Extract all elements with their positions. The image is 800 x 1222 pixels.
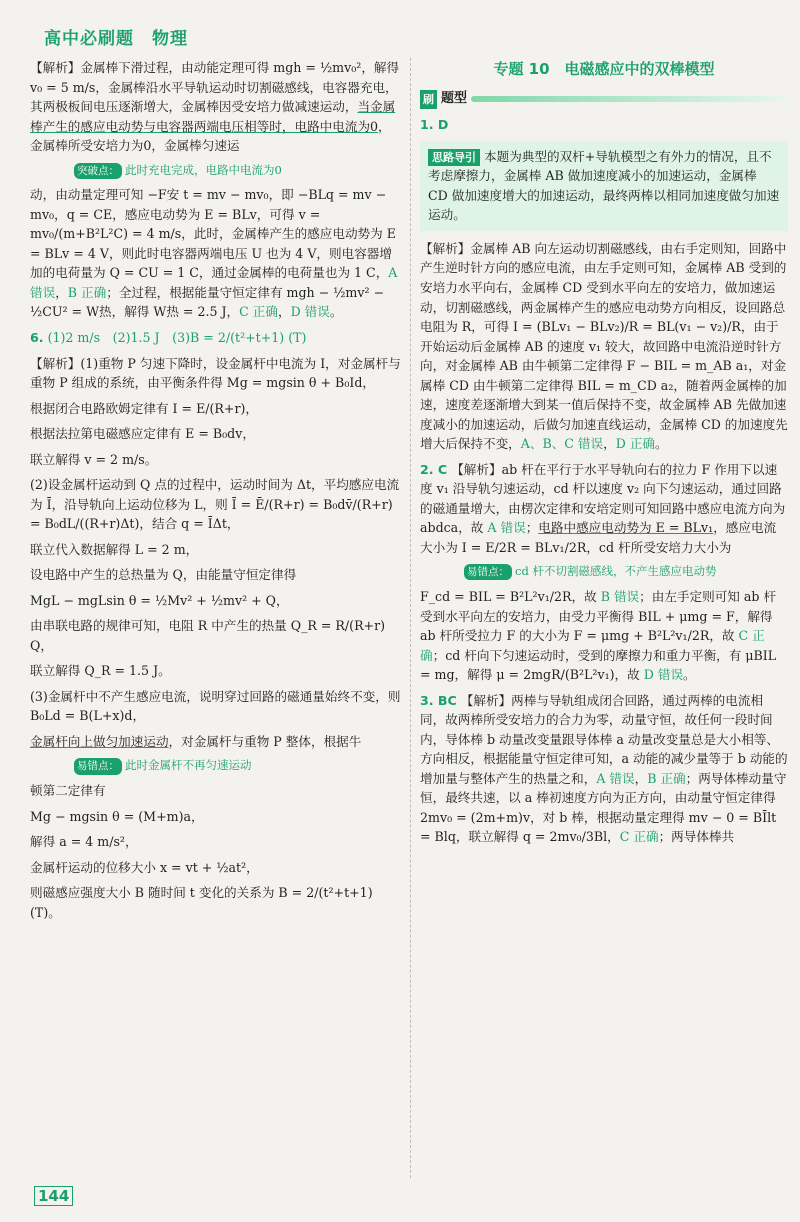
q6-p10: 联立解得 Q_R = 1.5 J。	[30, 663, 171, 679]
q6-p17: 则磁感应强度大小 B 随时间 t 变化的关系为 B = 2/(t²+t+1) (T)。	[30, 885, 373, 920]
q6-p12: 金属杆向上做匀加速运动，对金属杆与重物 P 整体，根据牛	[30, 733, 362, 749]
q6-p7: 设电路中产生的总热量为 Q，由能量守恒定律得	[30, 567, 297, 583]
thinking-guide: 思路导引 本题为典型的双杆+导轨模型之有外力的情况，且不考虑摩擦力，金属棒 AB 做加速度减小的加速运动，金属棒 CD 做加速度增大的加速运动，最终两棒以相同加速度做匀加速运动。	[420, 141, 788, 231]
q6-p5: (2)设金属杆运动到 Q 点的过程中，运动时间为 Δt，平均感应电流为 Ī，沿导轨向上运动位移为 L，则 Ī = Ē/(R+r) = B₀dv̄/(R+r) = B₀dL/((R+r)Δt)，结合 q = ĪΔt，	[30, 477, 400, 532]
guide-tag: 思路导引	[428, 149, 480, 166]
q6-p9: 由串联电路的规律可知，电阻 R 中产生的热量 Q_R = R/(R+r) Q，	[30, 618, 386, 653]
q6-p11: (3)金属杆中不产生感应电流，说明穿过回路的磁通量始终不变，则 B₀Ld = B(L+x)d，	[30, 688, 401, 724]
tip-common-mistake-2: 易错点： cd 杆不切割磁感线，不产生感应电动势	[464, 563, 788, 581]
q6-p8: MgL − mgLsin θ = ½Mv² + ½mv² + Q，	[30, 592, 289, 608]
left-column	[30, 58, 402, 928]
q6-p16: 金属杆运动的位移大小 x = vt + ½at²，	[30, 859, 259, 875]
tip-mark: 易错点：	[74, 758, 122, 774]
q6-answer: 6. (1)2 m/s (2)1.5 J (3)B = 2/(t²+t+1) (T)	[30, 330, 307, 345]
tip-common-mistake: 易错点： 此时金属杆不再匀速运动	[74, 757, 402, 775]
topic-title: 专题 10 电磁感应中的双棒模型	[493, 60, 715, 78]
q5-analysis-cont: 动，由动量定理可知 −F安 t = mv − mv₀，即 −BLq = mv − mv₀，q = CE，感应电动势为 E = BLv，可得 v = mv₀/(m+B²L²C) = 4 m/s，此时，金属棒产生的感应电动势为 E = BLv = 4 V，则此时电容器两端电压 U 也为 4 V，则电容器增加的电荷量为 Q = CU = 1 C，通过金属棒的电荷量也为 1 C，A 错误，B 正确；全过程，根据能量守恒定律有 mgh − ½mv² − ½CU² = W热，解得 W热 = 2.5 J，C 正确，D 错误。	[30, 187, 398, 320]
qtype-label: 题型	[441, 91, 468, 107]
q6-p6: 联立代入数据解得 L = 2 m，	[30, 541, 199, 557]
book-title: 高中必刷题 物理	[44, 29, 188, 49]
q6-p13: 顿第二定律有	[30, 783, 106, 799]
q1-answer: 1. D	[420, 117, 449, 133]
q1-analysis: 【解析】金属棒 AB 向左运动切割磁感线，由右手定则知，回路中产生逆时针方向的感应电流，由左手定则可知，金属棒 AB 受到的安培力水平向右，金属棒 CD 受到水平向左的安培力，做加速运动，切割磁感线，两金属棒产生的感应电动势方向相反，设回路总电阻为 R，可得 I = (BLv₁ − BLv₂)/R = BL(v₁ − v₂)/R，由于开始运动后金属棒 AB 的速度 v₁ 较大，故回路中电流沿逆时针方向，对金属棒 AB 由牛顿第二定律得 F − BIL = m_AB a₁，对金属棒 CD 由牛顿第二定律得 BIL = m_CD a₂，随着两金属棒的加速，速度差逐渐增大到某一值后保持不变，故金属棒 AB 先做加速度减小的加速运动，后做匀加速直线运动，金属棒 CD 的加速度先增大后保持不变，A、B、C 错误，D 正确。	[420, 240, 788, 452]
question-type-header	[420, 89, 788, 109]
q6-p3: 根据法拉第电磁感应定律有 E = B₀dv，	[30, 426, 255, 442]
tip-breakthrough: 突破点： 此时充电完成，电路中电流为0	[74, 162, 402, 180]
q6-p1: 【解析】(1)重物 P 匀速下降时，设金属杆中电流为 I，对金属杆与重物 P 组成的系统，由平衡条件得 Mg = mgsin θ + B₀Id，	[30, 355, 401, 391]
q6-p2: 根据闭合电路欧姆定律有 I = E/(R+r)，	[30, 400, 258, 416]
qtype-bar	[471, 96, 788, 102]
tip-mark: 突破点：	[74, 163, 122, 179]
q5-analysis: 【解析】金属棒下滑过程，由动能定理可得 mgh = ½mv₀²，解得 v₀ = 5 m/s，金属棒沿水平导轨运动时切割磁感线，电容器充电，其两极板间电压逐渐增大，金属棒因受安培力做减速运动，当金属棒产生的感应电动势与电容器两端电压相等时，电路中电流为0，金属棒所受安培力为0，金属棒匀速运	[30, 60, 400, 154]
column-divider	[410, 58, 411, 1178]
q6-p15: 解得 a = 4 m/s²，	[30, 834, 138, 850]
q6-p4: 联立解得 v = 2 m/s。	[30, 451, 158, 467]
q3-analysis: 3. BC 【解析】两棒与导轨组成闭合回路，通过两棒的电流相同，故两棒所受安培力的合力为零，动量守恒，故任何一段时间内，导体棒 b 动量改变量跟导体棒 a 动量改变量总是大小相等、方向相反，根据能量守恒定律可知，a 动能的减少量等于 b 动能的增加量与整体产生的热量之和，A 错误，B 正确；两导体棒动量守恒，最终共速，以 a 棒初速度方向为正方向，由动量守恒定律得 2mv₀ = (2m+m)v，对 b 棒，根据动量定理得 mv − 0 = BĪlt = Blq，联立解得 q = 2mv₀/3Bl，C 正确；两导体棒共	[420, 692, 788, 845]
tip-mark: 易错点：	[464, 564, 512, 580]
right-column	[420, 58, 788, 853]
qtype-badge: 刷	[420, 90, 437, 109]
q2-analysis-cont: F_cd = BIL = B²L²v₁/2R，故 B 错误；由左手定则可知 ab 杆受到水平向左的安培力，由受力平衡得 BIL + μmg = F，解得 ab 杆所受拉力 F 的大小为 F = μmg + B²L²v₁/2R，故 C 正确；cd 杆向下匀速运动时，受到的摩擦力和重力平衡，有 μBIL = mg，解得 μ = 2mgR/(B²L²v₁)，故 D 错误。	[420, 589, 777, 683]
q2-analysis: 2. C 【解析】ab 杆在平行于水平导轨向右的拉力 F 作用下以速度 v₁ 沿导轨匀速运动，cd 杆以速度 v₂ 向下匀速运动，通过回路的磁通量增大，由楞次定律和安培定则可知回路中感应电流方向为 abdca，故 A 错误；电路中感应电动势为 E = BLv₁，感应电流大小为 I = E/2R = BLv₁/2R，cd 杆所受安培力大小为	[420, 461, 786, 555]
q6-p14: Mg − mgsin θ = (M+m)a，	[30, 808, 204, 824]
page-number: 144	[34, 1186, 73, 1206]
